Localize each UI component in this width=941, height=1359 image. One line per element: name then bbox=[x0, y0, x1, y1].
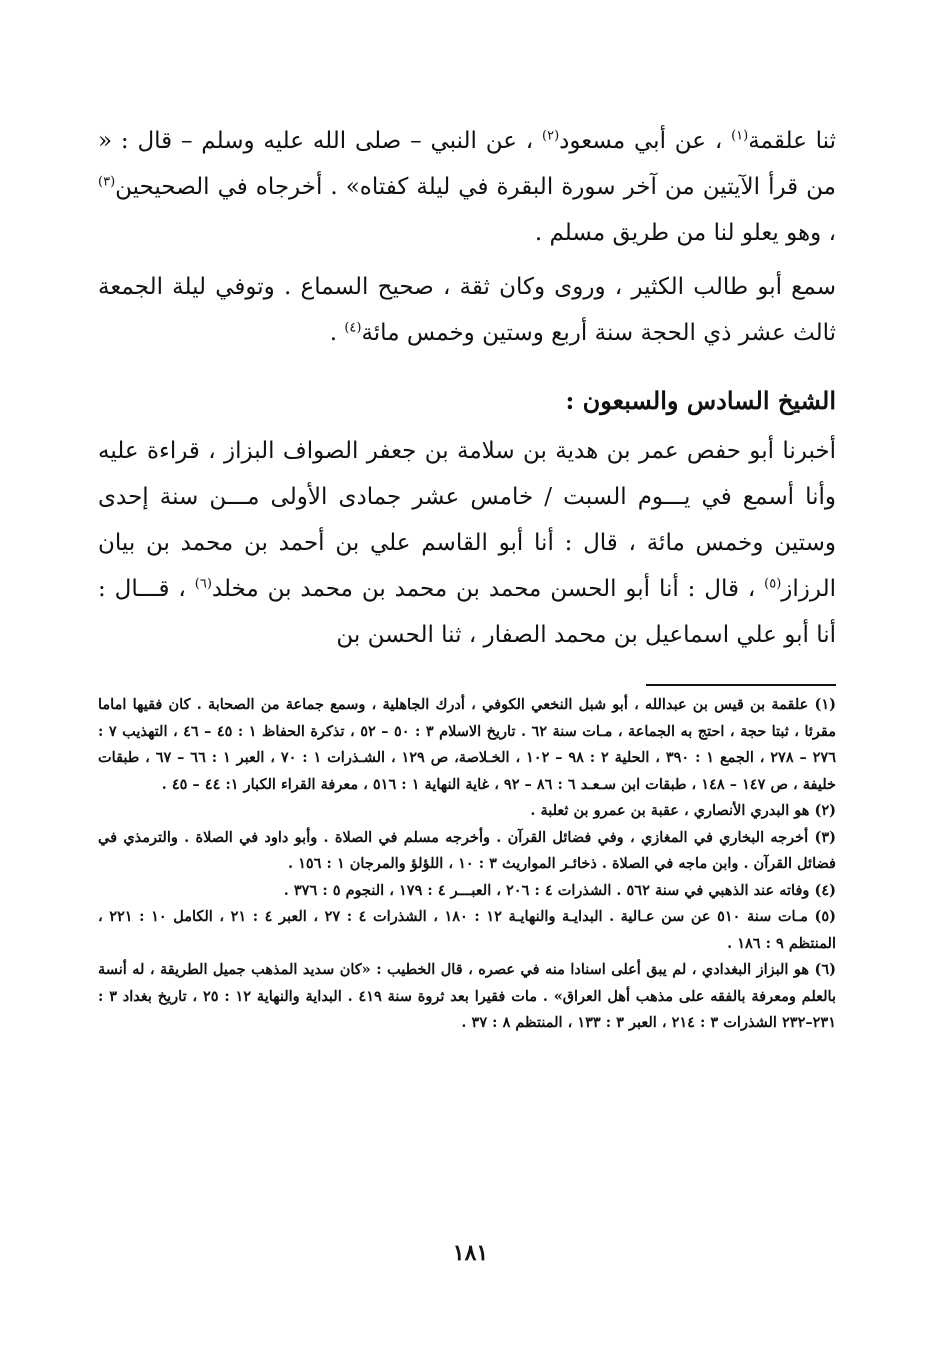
paragraph-text: أخبرنا أبو حفص عمر بن هدية بن سلامة بن جعفر الصواف البزاز ، قراءة عليه وأنا أسمع في يـــوم السبت / خامس عشر جمادى الأولى مـــن سنة إحدى وستين وخمس مائة ، قال : أنا أبو القاسم علي بن أحمد بن محمد بن بيان الرزاز bbox=[98, 438, 836, 602]
paragraph-abu-talib bbox=[98, 264, 836, 356]
paragraph-text: . bbox=[329, 320, 345, 346]
paragraph-text: ، عن أبي مسعود bbox=[559, 128, 732, 154]
paragraph-isnad-alqama bbox=[98, 118, 836, 256]
page-number: ١٨١ bbox=[452, 1240, 489, 1266]
paragraph-text: ثنا علقمة bbox=[748, 128, 836, 154]
paragraph-text: ، قال : أنا أبو الحسن محمد بن محمد بن محمد بن مخلد bbox=[211, 576, 765, 602]
footnote-1: (١) علقمة بن قيس بن عبدالله ، أبو شبل النخعي الكوفي ، أدرك الجاهلية ، وسمع جماعة من الصحابة . كان فقيها اماما مقرئا ، ثبتا حجة ، احتج به الجماعة ، مـات سنة ٦٢ . تاريخ الاسلام ٣ : ٥٠ – ٥٢ ، تذكرة الحفاظ ١ : ٤٥ – ٤٦ ، التهذيب ٧ : ٢٧٦ – ٢٧٨ ، الجمع ١ : ٣٩٠ ، الحلية ٢ : ٩٨ – ١٠٢ ، الخـلاصة، ص ١٢٩ ، الشـذرات ١ : ٧٠ ، العبر ١ : ٦٦ – ٦٧ ، طبقات خليفة ، ص ١٤٧ – ١٤٨ ، طبقات ابن سـعـد ٦ : ٨٦ – ٩٢ ، غاية النهاية ١ : ٥١٦ ، معرفة القراء الكبار ١: ٤٤ – ٤٥ . bbox=[98, 696, 837, 793]
paragraph-text: ، عن النبي – صلى الله عليه وسلم – قال : « من قرأ الآيتين من آخر سورة البقرة في ليلة كفتاه» . أخرجاه في الصحيحين bbox=[98, 128, 836, 200]
footnote-2: (٢) هو البدري الأنصاري ، عقبة بن عمرو بن ثعلبة . bbox=[530, 802, 836, 819]
footnote-5: (٥) مـات سنة ٥١٠ عن سن عـالية . البدايـة والنهايـة ١٢ : ١٨٠ ، الشذرات ٤ : ٢٧ ، العبر ٤ : ٢١ ، الكامل ١٠ : ٢٢١ ، المنتظم ٩ : ١٨٦ . bbox=[98, 908, 837, 952]
paragraph-text: ، وهو يعلو لنا من طريق مسلم . bbox=[534, 220, 836, 246]
footnote-ref-3[interactable]: (٣) bbox=[98, 174, 116, 190]
paragraph-text: سمع أبو طالب الكثير ، وروى وكان ثقة ، صحيح السماع . وتوفي ليلة الجمعة ثالث عشر ذي الحجة سنة أربع وستين وخمس مائة bbox=[98, 274, 836, 346]
footnote-4: (٤) وفاته عند الذهبي في سنة ٥٦٢ . الشذرات ٤ : ٢٠٦ ، العبـــر ٤ : ١٧٩ ، النجوم ٥ : ٣٧٦ . bbox=[283, 881, 836, 899]
paragraph-abu-hafs bbox=[98, 428, 836, 658]
paragraph-text: ، قـــال : أنا أبو علي اسماعيل بن محمد الصفار ، ثنا الحسن بن bbox=[98, 576, 836, 648]
footnote-separator bbox=[646, 684, 836, 686]
footnote-ref-4[interactable]: (٤) bbox=[344, 320, 362, 336]
page-content bbox=[98, 118, 836, 1037]
section-heading: الشيخ السادس والسبعون : bbox=[565, 386, 836, 415]
footnote-ref-5[interactable]: (٥) bbox=[764, 576, 782, 592]
footnote-6: (٦) هو البزاز البغدادي ، لم يبق أعلى اسنادا منه في عصره ، قال الخطيب : «كان سديد المذهب جميل الطريقة ، له أنسة بالعلم ومعرفة بالفقه على مذهب أهل العراق» . مات فقيرا بعد ثروة سنة ٤١٩ . البداية والنهاية ١٢ : ٢٥ ، تاريخ بغداد ٣ : ٢٣١–٢٣٢ الشذرات ٣ : ٢١٤ ، العبر ٣ : ١٣٣ ، المنتظم ٨ : ٣٧ . bbox=[98, 961, 836, 1031]
footnote-ref-1[interactable]: (١) bbox=[731, 128, 749, 144]
footnote-ref-6[interactable]: (٦) bbox=[194, 576, 212, 592]
footnotes bbox=[98, 692, 836, 1037]
footnote-3: (٣) أخرجه البخاري في المغازي ، وفي فضائل القرآن . وأخرجه مسلم في الصلاة . وأبو داود في الصلاة . والترمذي في فضائل القرآن . وابن ماجه في الصلاة . ذخائـر المواريث ٣ : ١٠ ، اللؤلؤ والمرجان ١ : ١٥٦ . bbox=[98, 828, 836, 872]
footnote-ref-2[interactable]: (٢) bbox=[542, 128, 560, 144]
